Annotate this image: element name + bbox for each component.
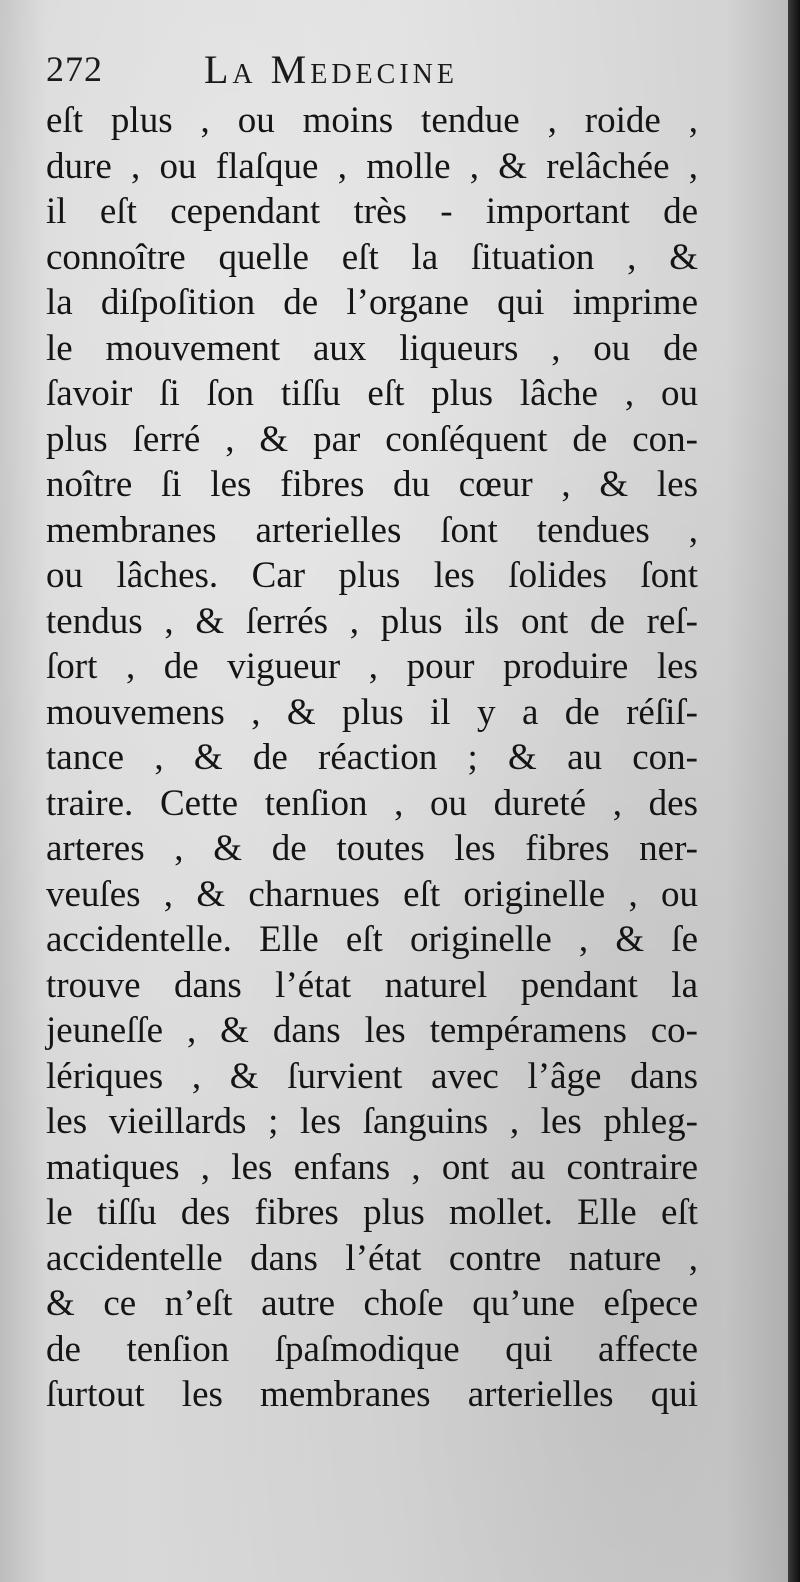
text-line: ſurtout les membranes arterielles qui xyxy=(46,1374,698,1415)
page-number: 272 xyxy=(46,49,103,89)
text-line: veuſes , & charnues eſt originelle , ou xyxy=(46,873,698,915)
text-line: ou lâches. Car plus les ſolides ſont xyxy=(46,555,698,596)
text-line: il eſt cependant très - important de xyxy=(46,191,698,232)
text-line: le tiſſu des fibres plus mollet. Elle eſt xyxy=(46,1192,698,1233)
page-edge-shadow xyxy=(788,0,800,1582)
text-line: jeuneſſe , & dans les tempéramens co- xyxy=(46,1010,698,1051)
text-line: traire. Cette tenſion , ou dureté , des xyxy=(46,782,698,824)
text-line: arteres , & de toutes les fibres ner- xyxy=(46,828,698,869)
text-line: membranes arterielles ſont tendues , xyxy=(46,509,698,551)
body-text xyxy=(46,98,698,1418)
text-line: connoître quelle eſt la ſituation , & xyxy=(46,236,698,278)
text-line: ſavoir ſi ſon tiſſu eſt plus lâche , ou xyxy=(46,373,698,414)
text-line: le mouvement aux liqueurs , ou de xyxy=(46,327,698,369)
text-line: trouve dans l’état naturel pendant la xyxy=(46,964,698,1006)
text-line: mouvemens , & plus il y a de réſiſ- xyxy=(46,691,698,733)
text-line: noître ſi les fibres du cœur , & les xyxy=(46,464,698,505)
text-line: tendus , & ſerrés , plus ils ont de reſ- xyxy=(46,600,698,642)
text-line: dure , ou flaſque , molle , & relâchée , xyxy=(46,145,698,187)
text-line: & ce n’eſt autre choſe qu’une eſpece xyxy=(46,1283,698,1324)
text-line: lériques , & ſurvient avec l’âge dans xyxy=(46,1055,698,1097)
text-line: les vieillards ; les ſanguins , les phleg- xyxy=(46,1101,698,1142)
running-header xyxy=(46,46,566,98)
text-line: ſort , de vigueur , pour produire les xyxy=(46,646,698,687)
text-line: la diſpoſition de l’organe qui imprime xyxy=(46,282,698,323)
text-line: accidentelle. Elle eſt originelle , & ſe xyxy=(46,919,698,960)
text-line: accidentelle dans l’état contre nature , xyxy=(46,1237,698,1279)
text-line: de tenſion ſpaſmodique qui affecte xyxy=(46,1328,698,1370)
text-line: plus ſerré , & par conſéquent de con- xyxy=(46,418,698,460)
text-line: matiques , les enfans , ont au contraire xyxy=(46,1146,698,1188)
running-title: La Medecine xyxy=(204,47,458,92)
text-line: eſt plus , ou moins tendue , roide , xyxy=(46,100,698,141)
text-line: tance , & de réaction ; & au con- xyxy=(46,737,698,778)
